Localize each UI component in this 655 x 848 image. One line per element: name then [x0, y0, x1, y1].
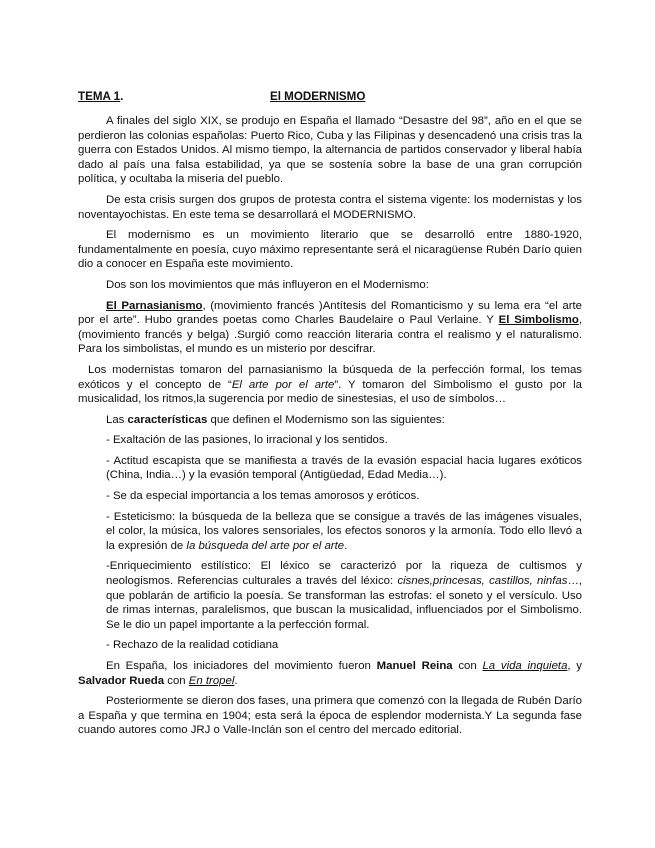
paragraph-taken: Los modernistas tomaron del parnasianismo la búsqueda de la perfección formal, los temas exóticos y el concepto de “El arte por el arte”. Y tomaron del Simbolismo el gusto por la musicalidad, los ritmos,la sugerencia por medio de sinestesias, el uso de símbolos…: [78, 363, 583, 406]
page-title: El MODERNISMO: [270, 90, 366, 103]
author-manuel-reina: Manuel Reina: [376, 660, 453, 672]
paragraph-crisis: De esta crisis surgen dos grupos de protesta contra el sistema vigente: los modernistas y los noventayochistas. En este tema se desarrollará el MODERNISMO.: [78, 193, 582, 221]
author-salvador-rueda: Salvador Rueda: [78, 674, 165, 687]
characteristics-list: [78, 413, 582, 653]
paragraph-influences: Dos son los movimientos que más influyeron en el Modernismo:: [106, 278, 429, 291]
topic-number: TEMA 1.: [78, 90, 124, 103]
list-item: - Esteticismo: la búsqueda de la belleza que se consigue a través de las imágenes visuales, el color, la música, los valores sensoriales, los efectos sonoros y la armonía. Todo ello llevó a la expresión de la búsqueda del arte por el arte.: [106, 510, 582, 552]
list-item: - Se da especial importancia a los temas amorosos y eróticos.: [106, 490, 420, 503]
phrase-arte-por-el-arte: El arte por el arte: [231, 378, 335, 391]
work-la-vida-inquieta: La vida inquieta: [482, 660, 568, 672]
term-simbolismo: El Simbolismo: [498, 314, 579, 327]
characteristics-intro: Las características que definen el Modernismo son las siguientes:: [106, 413, 445, 426]
list-item: - Actitud escapista que se manifiesta a través de la evasión espacial hacia lugares exóticos (China, India…) y la evasión temporal (Antigüedad, Edad Media…).: [106, 454, 582, 482]
paragraph-definition: El modernismo es un movimiento literario que se desarrolló entre 1880-1920, fundamentalmente en poesía, cuyo máximo representante será el nicaragüense Rubén Darío quien dio a conocer en España este movimiento.: [78, 229, 582, 271]
work-en-tropel: En tropel: [188, 674, 235, 687]
paragraph-intro: A finales del siglo XIX, se produjo en España el llamado “Desastre del 98”, año en el que se perdieron las colonias españolas: Puerto Rico, Cuba y las Filipinas y desencadenó una crisis tras la guerra con Estados Unidos. Al mismo tiempo, la alternancia de partidos conservador y liberal había dado al país una falsa estabilidad, ya que se sostenía sobre la base de una gran corrupción política, y ocultaba la miseria del pueblo.: [78, 115, 582, 186]
document-heading: [78, 90, 588, 106]
paragraph-phases: Posteriormente se dieron dos fases, una primera que comenzó con la llegada de Rubén Darío a España y que termina en 1904; esta será la época de esplendor modernista.Y La segunda fase cuando autores como JRJ o Valle-Inclán son el centro del mercado editorial.: [78, 695, 582, 737]
list-item: -Enriquecimiento estilístico: El léxico se caracterizó por la riqueza de cultismos y neologismos. Referencias culturales a través del léxico: cisnes,princesas, castillos, ninfas…, que poblarán de artificio la poesía. Se transforman las estrofas: el soneto y el versículo. Uso de rimas internas, paralelismos, que buscan la musicalidad, influenciados por el Simbolismo. Se le dio un papel importante a la perfección formal.: [106, 560, 582, 631]
list-item: - Rechazo de la realidad cotidiana: [106, 639, 279, 652]
term-parnasianismo: El Parnasianismo: [106, 299, 203, 312]
document-body: [78, 114, 582, 744]
paragraph-movements: El Parnasianismo, (movimiento francés )Antítesis del Romanticismo y su lema era “el arte por el arte”. Hubo grandes poetas como Charles Baudelaire o Paul Verlaine. Y El Simbolismo, (movimiento francés y belga) .Surgió como reacción literaria contra el realismo y el naturalismo. Para los simbolistas, el mundo es un misterio por descifrar.: [78, 299, 582, 356]
list-item: - Exaltación de las pasiones, lo irracional y los sentidos.: [106, 434, 388, 447]
paragraph-initiators: En España, los iniciadores del movimiento fueron Manuel Reina con La vida inquieta, y Salvador Rueda con En tropel.: [78, 660, 583, 687]
term-caracteristicas: características: [127, 413, 208, 426]
